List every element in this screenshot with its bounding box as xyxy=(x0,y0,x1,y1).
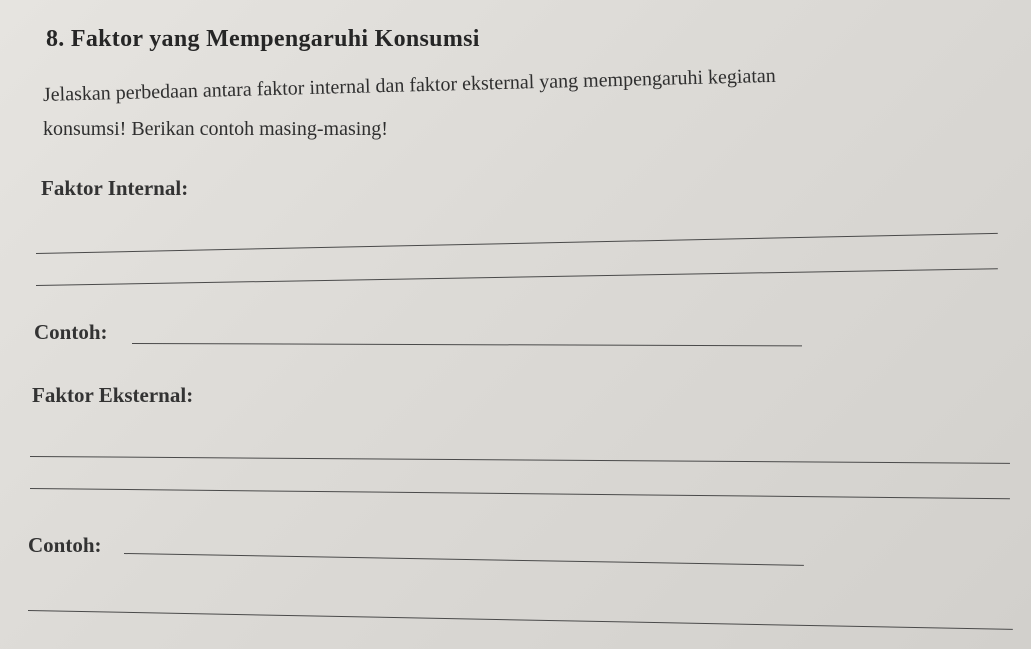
instruction-line-1: Jelaskan perbedaan antara faktor internal dan faktor eksternal yang mempengaruhi kegiatan xyxy=(42,64,777,106)
internal-example-line[interactable] xyxy=(132,343,802,346)
question-heading: 8. Faktor yang Mempengaruhi Konsumsi xyxy=(46,26,480,52)
external-answer-line-2[interactable] xyxy=(30,488,1010,499)
extra-answer-line[interactable] xyxy=(28,610,1013,630)
internal-example-label: Contoh: xyxy=(34,320,108,344)
external-example-line[interactable] xyxy=(124,553,804,566)
external-factor-label: Faktor Eksternal: xyxy=(32,383,194,407)
external-answer-line-1[interactable] xyxy=(30,456,1010,464)
instruction-line-2: konsumsi! Berikan contoh masing-masing! xyxy=(43,118,388,140)
internal-answer-line-1[interactable] xyxy=(36,233,998,254)
internal-answer-line-2[interactable] xyxy=(36,268,998,286)
external-example-label: Contoh: xyxy=(28,533,102,557)
internal-factor-label: Faktor Internal: xyxy=(41,176,189,200)
